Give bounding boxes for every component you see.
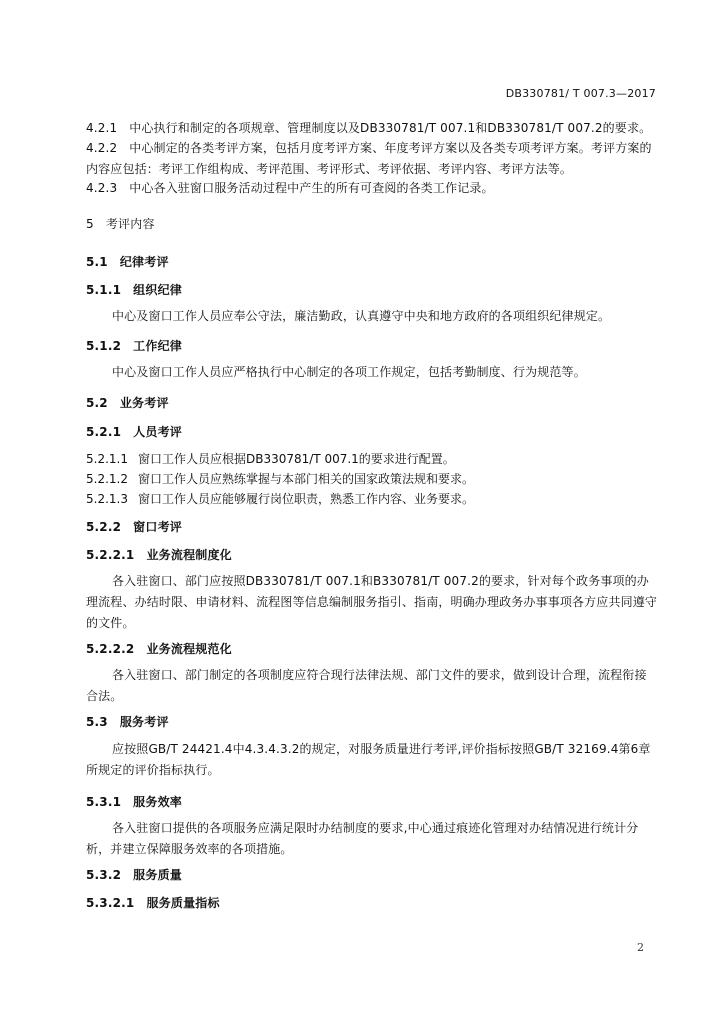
section-5-1-2-heading [86, 337, 182, 354]
section-title: 组织纪律 [133, 283, 182, 297]
section-5-2-2-2-heading [86, 640, 232, 657]
clause-text: 窗口工作人员应熟练掌握与本部门相关的国家政策法规和要求。 [137, 472, 474, 486]
clause-text: 中心执行和制定的各项规章、管理制度以及DB330781/T 007.1和DB330781/T 007.2的要求。 [129, 121, 652, 135]
section-5-2-2-heading [86, 518, 182, 535]
section-5-2-heading [86, 394, 169, 411]
clause-4-2-2 [86, 138, 658, 180]
clause-5-2-1-1 [86, 449, 666, 469]
section-5-2-2-1-body: 各入驻窗口、部门应按照DB330781/T 007.1和B330781/T 007.2的要求，针对每个政务事项的办理流程、办结时限、申请材料、流程图等信息编制服务指引、指南，明确办理政务办事事项各方应共同遵守的文件。 [86, 574, 658, 630]
section-number: 5.2.2.1 [86, 548, 135, 562]
section-5-3-2-1-heading [86, 894, 220, 911]
section-5-1-heading [86, 253, 169, 270]
section-5-3-1-heading [86, 793, 182, 810]
section-5-heading [86, 215, 155, 232]
section-title: 人员考评 [133, 425, 182, 439]
clause-number: 4.2.1 [86, 121, 118, 135]
section-number: 5.2.2 [86, 520, 122, 534]
section-number: 5.1.1 [86, 283, 122, 297]
section-5-3-body: 应按照GB/T 24421.4中4.3.4.3.2的规定，对服务质量进行考评,评价指标按照GB/T 32169.4第6章所规定的评价指标执行。 [86, 742, 651, 777]
section-5-2-1-heading [86, 423, 182, 440]
section-title: 业务流程规范化 [146, 642, 232, 656]
section-title: 工作纪律 [133, 339, 182, 353]
document-code-header: DB330781/ T 007.3—2017 [505, 87, 656, 100]
page-number: 2 [637, 941, 644, 954]
section-5-1-2-body: 中心及窗口工作人员应严格执行中心制定的各项工作规定，包括考勤制度、行为规范等。 [112, 365, 586, 379]
section-title: 业务流程制度化 [146, 548, 232, 562]
section-title: 业务考评 [119, 396, 169, 410]
section-number: 5.2.1 [86, 425, 122, 439]
clause-text: 窗口工作人员应根据DB330781/T 007.1的要求进行配置。 [137, 452, 455, 466]
section-number: 5.3.2 [86, 868, 122, 882]
clause-4-2-1 [86, 118, 658, 139]
section-number: 5.2 [86, 396, 108, 410]
section-5-1-1-heading [86, 281, 182, 298]
section-5-1-1-body: 中心及窗口工作人员应奉公守法，廉洁勤政，认真遵守中央和地方政府的各项组织纪律规定。 [112, 309, 611, 323]
section-number: 5.1 [86, 255, 108, 269]
clause-number: 4.2.3 [86, 181, 118, 195]
section-title: 窗口考评 [133, 520, 182, 534]
section-number: 5.3.2.1 [86, 896, 135, 910]
section-title: 服务质量指标 [146, 896, 220, 910]
clause-text: 中心制定的各类考评方案，包括月度考评方案、年度考评方案以及各类专项考评方案。考评方案的内容应包括：考评工作组构成、考评范围、考评形式、考评依据、考评内容、考评方法等。 [86, 141, 652, 176]
section-number: 5.1.2 [86, 339, 122, 353]
section-title: 服务效率 [133, 795, 182, 809]
section-title: 服务考评 [119, 715, 169, 729]
section-title: 纪律考评 [119, 255, 169, 269]
section-number: 5 [86, 217, 94, 231]
section-5-3-1-body: 各入驻窗口提供的各项服务应满足限时办结制度的要求,中心通过痕迹化管理对办结情况进行统计分析，并建立保障服务效率的各项措施。 [86, 821, 639, 856]
section-5-3-2-heading [86, 866, 182, 883]
section-5-2-2-1-heading [86, 546, 232, 563]
clause-5-2-1-2 [86, 469, 666, 489]
section-5-2-2-2-body: 各入驻窗口、部门制定的各项制度应符合现行法律法规、部门文件的要求，做到设计合理，流程衔接合法。 [86, 668, 647, 703]
clause-number: 4.2.2 [86, 141, 118, 155]
clause-text: 窗口工作人员应能够履行岗位职责，熟悉工作内容、业务要求。 [137, 492, 474, 506]
clause-number: 5.2.1.3 [86, 492, 128, 506]
section-title: 服务质量 [133, 868, 182, 882]
section-number: 5.3.1 [86, 795, 122, 809]
section-number: 5.3 [86, 715, 108, 729]
section-5-3-heading [86, 713, 169, 730]
clause-number: 5.2.1.2 [86, 472, 128, 486]
clause-number: 5.2.1.1 [86, 452, 128, 466]
section-title: 考评内容 [105, 217, 155, 231]
clause-text: 中心各入驻窗口服务活动过程中产生的所有可查阅的各类工作记录。 [129, 181, 494, 195]
section-number: 5.2.2.2 [86, 642, 135, 656]
clause-5-2-1-3 [86, 489, 666, 509]
clause-4-2-3 [86, 178, 658, 199]
